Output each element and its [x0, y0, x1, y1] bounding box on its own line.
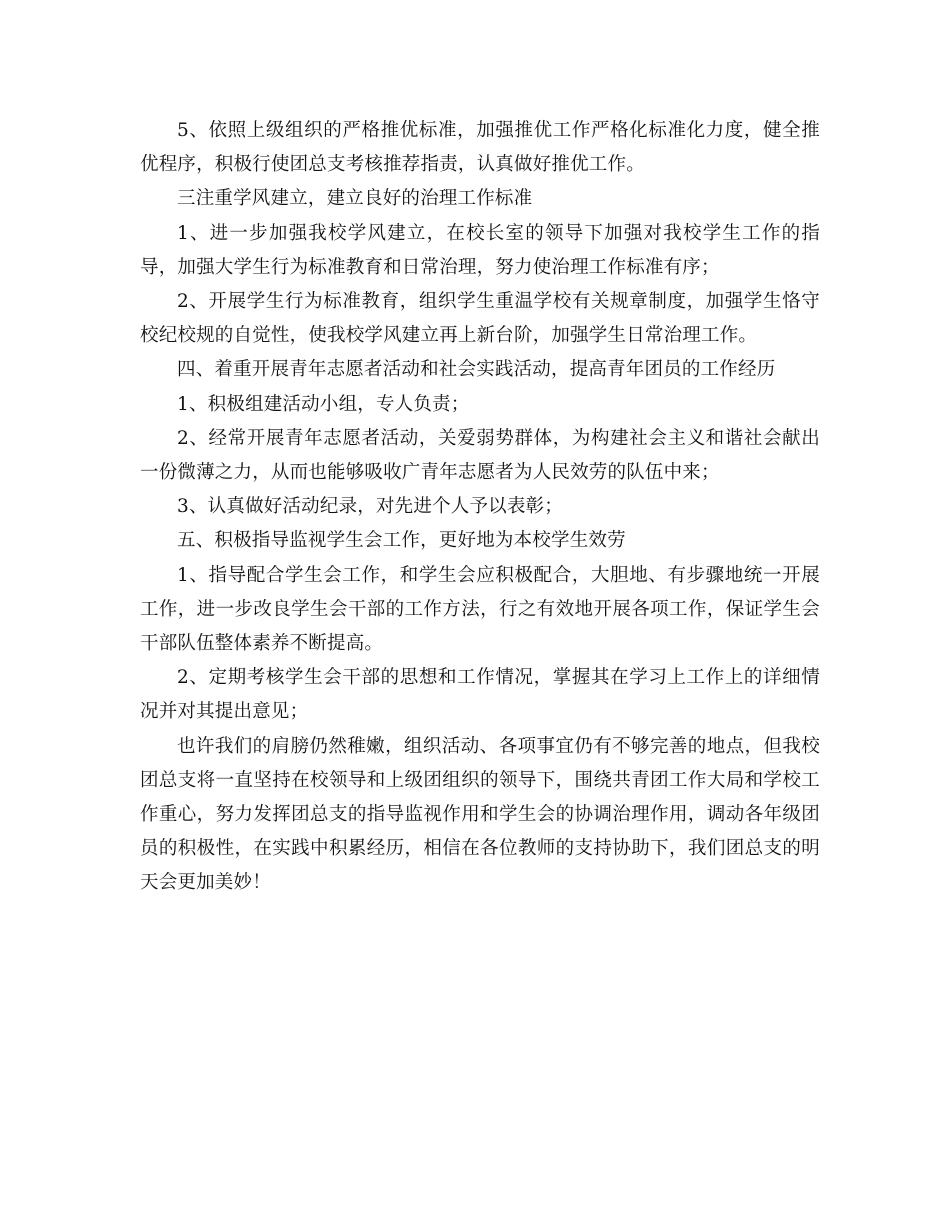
paragraph-student-union-2: 2、定期考核学生会干部的思想和工作情况，掌握其在学习上工作上的详细情况并对其提出意见；: [140, 667, 820, 723]
paragraph-volunteer-1: 1、积极组建活动小组，专人负责；: [177, 393, 470, 415]
paragraph-conclusion: 也许我们的肩膀仍然稚嫩，组织活动、各项事宜仍有不够完善的地点，但我校团总支将一直坚持在校领导和上级团组织的领导下，围绕共青团工作大局和学校工作重心，努力发挥团总支的指导监视作用和学生会的协调治理作用，调动各年级团员的积极性，在实践中积累经历，相信在各位教师的支持协助下，我们团总支的明天会更加美妙！: [140, 735, 820, 894]
section-heading-study-style: 三注重学风建立，建立良好的治理工作标准: [177, 188, 533, 210]
paragraph-student-union-1: 1、指导配合学生会工作，和学生会应积极配合，大胆地、有步骤地统一开展工作，进一步改良学生会干部的工作方法，行之有效地开展各项工作，保证学生会干部队伍整体素养不断提高。: [140, 564, 820, 655]
paragraph-recommend-standards: 5、依照上级组织的严格推优标准，加强推优工作严格化标准化力度，健全推优程序，积极行使团总支考核推荐指责，认真做好推优工作。: [140, 120, 820, 176]
section-heading-volunteer: 四、着重开展青年志愿者活动和社会实践活动，提高青年团员的工作经历: [177, 359, 776, 381]
paragraph-volunteer-2: 2、经常开展青年志愿者活动，关爱弱势群体，为构建社会主义和谐社会献出一份微薄之力，从而也能够吸收广青年志愿者为人民效劳的队伍中来；: [140, 427, 820, 484]
paragraph-study-style-2: 2、开展学生行为标准教育，组织学生重温学校有关规章制度，加强学生恪守校纪校规的自觉性，使我校学风建立再上新台阶，加强学生日常治理工作。: [140, 291, 820, 347]
document-body: [140, 114, 820, 901]
paragraph-volunteer-3: 3、认真做好活动纪录，对先进个人予以表彰；: [177, 496, 563, 518]
paragraph-study-style-1: 1、进一步加强我校学风建立，在校长室的领导下加强对我校学生工作的指导，加强大学生行为标准教育和日常治理，努力使治理工作标准有序；: [140, 222, 820, 278]
section-heading-student-union: 五、积极指导监视学生会工作，更好地为本校学生效劳: [177, 530, 626, 552]
